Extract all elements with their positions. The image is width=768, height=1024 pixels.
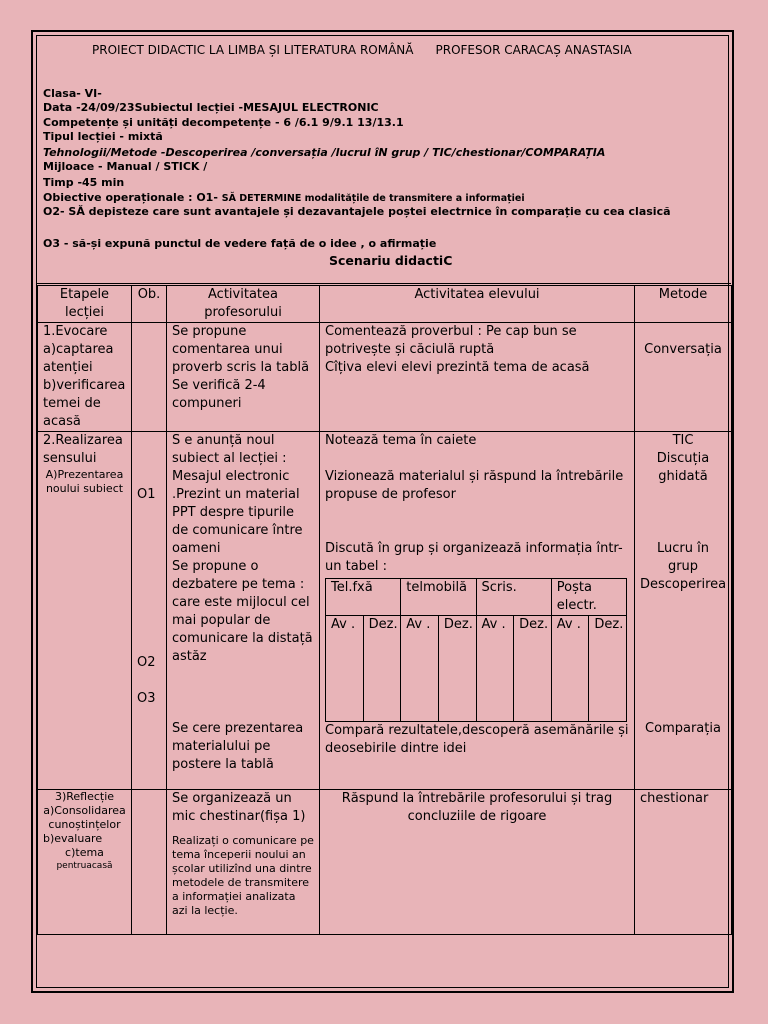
ob-label: O1 [137,487,156,502]
prof-text: Se cere prezentarea materialului pe postere la tablă [172,721,304,772]
etapa-sub: pentruacasă [56,861,113,871]
metode-text: Comparația [645,721,721,736]
etapa-sub: c)tema [65,846,104,859]
metode-text: Lucru în grup [657,541,709,574]
comparison-header: Scris. [476,579,551,616]
ob-label: O2 [137,655,156,670]
metode-text: Conversația [644,342,722,357]
ob-label: O3 [137,691,156,706]
etapa-sub: a)Consolidarea cunoștințelor [43,804,126,831]
cell-ob [132,323,167,432]
cell-etapa [38,432,132,790]
prof-text: S e anunță noul subiect al lecției : Mesajul electronic .Prezint un material PPT despre tipurile de comunicare între oameni [172,433,303,556]
cell-etapa [38,790,132,935]
obiective-o1: SĂ DETERMINE modalitățile de transmitere a informației [221,193,525,204]
comparison-av: Av . [551,616,589,722]
info-clasa: Clasa- VI- [43,87,102,100]
info-competente: Competențe și unități decompetențe - 6 /6.1 9/9.1 13/13.1 [43,116,404,129]
cell-ob [132,432,167,790]
divider [36,283,731,284]
metode-text: chestionar [640,791,709,806]
etapa-sub: a)captarea atenției [43,342,114,375]
table-header-row [38,286,732,323]
cell-ob [132,790,167,935]
cell-prof [167,432,320,790]
etapa-title: 1.Evocare [43,324,108,339]
elev-text: Vizionează materialul și răspund la întrebările propuse de profesor [325,469,624,502]
elev-text: Notează tema în caiete [325,433,477,448]
header-etape: Etapele lecției [38,286,132,323]
cell-elev [320,323,635,432]
elev-text: Cîțiva elevi elevi prezintă tema de acasă [325,360,590,375]
metode-text: Descoperirea [640,577,727,592]
elev-text: Răspund la întrebările profesorului și trag concluziile de rigoare [341,791,613,824]
elev-text: Compară rezultatele,descoperă asemănările și deosebirile dintre idei [325,723,629,756]
info-timp: Timp -45 min [43,176,125,189]
comparison-header-row [326,579,627,616]
cell-elev [320,790,635,935]
info-o2: O2- SĂ depisteze care sunt avantajele și dezavantajele poștei electrnice în comparație cu cea clasică [43,205,671,218]
info-o3: O3 - să-și expună punctul de vedere față de o idee , o afirmație [43,237,437,250]
comparison-dez: Dez. [363,616,401,722]
comparison-av: Av . [401,616,439,722]
cell-etapa [38,323,132,432]
comparison-header: Tel.fxă [326,579,401,616]
prof-text: Se propune o dezbatere pe tema : care este mijlocul cel mai popular de comunicare la distață astăz [172,559,313,664]
section-heading: Scenariu didactiC [329,253,453,268]
document-title [92,43,632,57]
info-mijloace: Mijloace - Manual / STICK / [43,160,208,173]
table-row [38,432,732,790]
prof-text: Se organizează un mic chestinar(fișa 1) [172,791,306,824]
info-data: Data -24/09/23Subiectul lecției -MESAJUL ELECTRONIC [43,101,379,114]
metode-text: TIC [672,433,694,448]
lesson-table [37,285,732,935]
etapa-title: 2.Realizarea sensului [43,433,123,466]
comparison-dez: Dez. [514,616,552,722]
info-tehnologii-text: Tehnologii/Metode -Descoperirea /conversația /lucrul îN grup / TIC/chestionar/COMPARAȚIA [43,146,606,159]
metode-text: Discuția ghidată [656,451,710,484]
prof-note: Realizați o comunicare pe tema începerii noului an școlar utilizînd una dintre metodele de transmitere a informației analizata azi la lecție. [172,834,314,917]
header-prof: Activitatea profesorului [167,286,320,323]
header-elev: Activitatea elevului [320,286,635,323]
cell-elev [320,432,635,790]
elev-text: Comentează proverbul : Pe cap bun se potrivește și căciulă ruptă [325,324,577,357]
table-row [38,323,732,432]
comparison-av: Av . [326,616,364,722]
header-metode: Metode [635,286,732,323]
cell-metode [635,790,732,935]
cell-prof [167,323,320,432]
etapa-sub: b)evaluare [43,832,103,845]
info-obiective [43,191,525,205]
comparison-dez: Dez. [589,616,627,722]
etapa-sub: b)verificarea temei de acasă [43,378,126,429]
comparison-dez: Dez. [438,616,476,722]
etapa-title: 3)Reflecție [54,790,115,803]
comparison-body-row [326,616,627,722]
header-ob: Ob. [132,286,167,323]
comparison-av: Av . [476,616,514,722]
info-tehnologii [43,146,605,159]
info-tip: Tipul lecției - mixtă [43,130,163,143]
cell-metode [635,432,732,790]
comparison-header: Poșta electr. [551,579,626,616]
etapa-sub: A)Prezentarea noului subiect [45,468,124,495]
teacher-name: PROFESOR CARACAȘ ANASTASIA [435,43,632,57]
table-row [38,790,732,935]
obiective-prefix: Obiective operaționale : O1- [43,191,222,204]
cell-metode [635,323,732,432]
comparison-table [325,578,627,722]
comparison-header: telmobilă [401,579,476,616]
title-text: PROIECT DIDACTIC LA LIMBA ȘI LITERATURA ROMÂNĂ [92,43,414,57]
cell-prof [167,790,320,935]
prof-text: Se propune comentarea unui proverb scris la tablă [172,324,310,375]
elev-text: Discută în grup și organizează informația într-un tabel : [325,541,623,574]
prof-text: Se verifică 2-4 compuneri [172,378,266,411]
